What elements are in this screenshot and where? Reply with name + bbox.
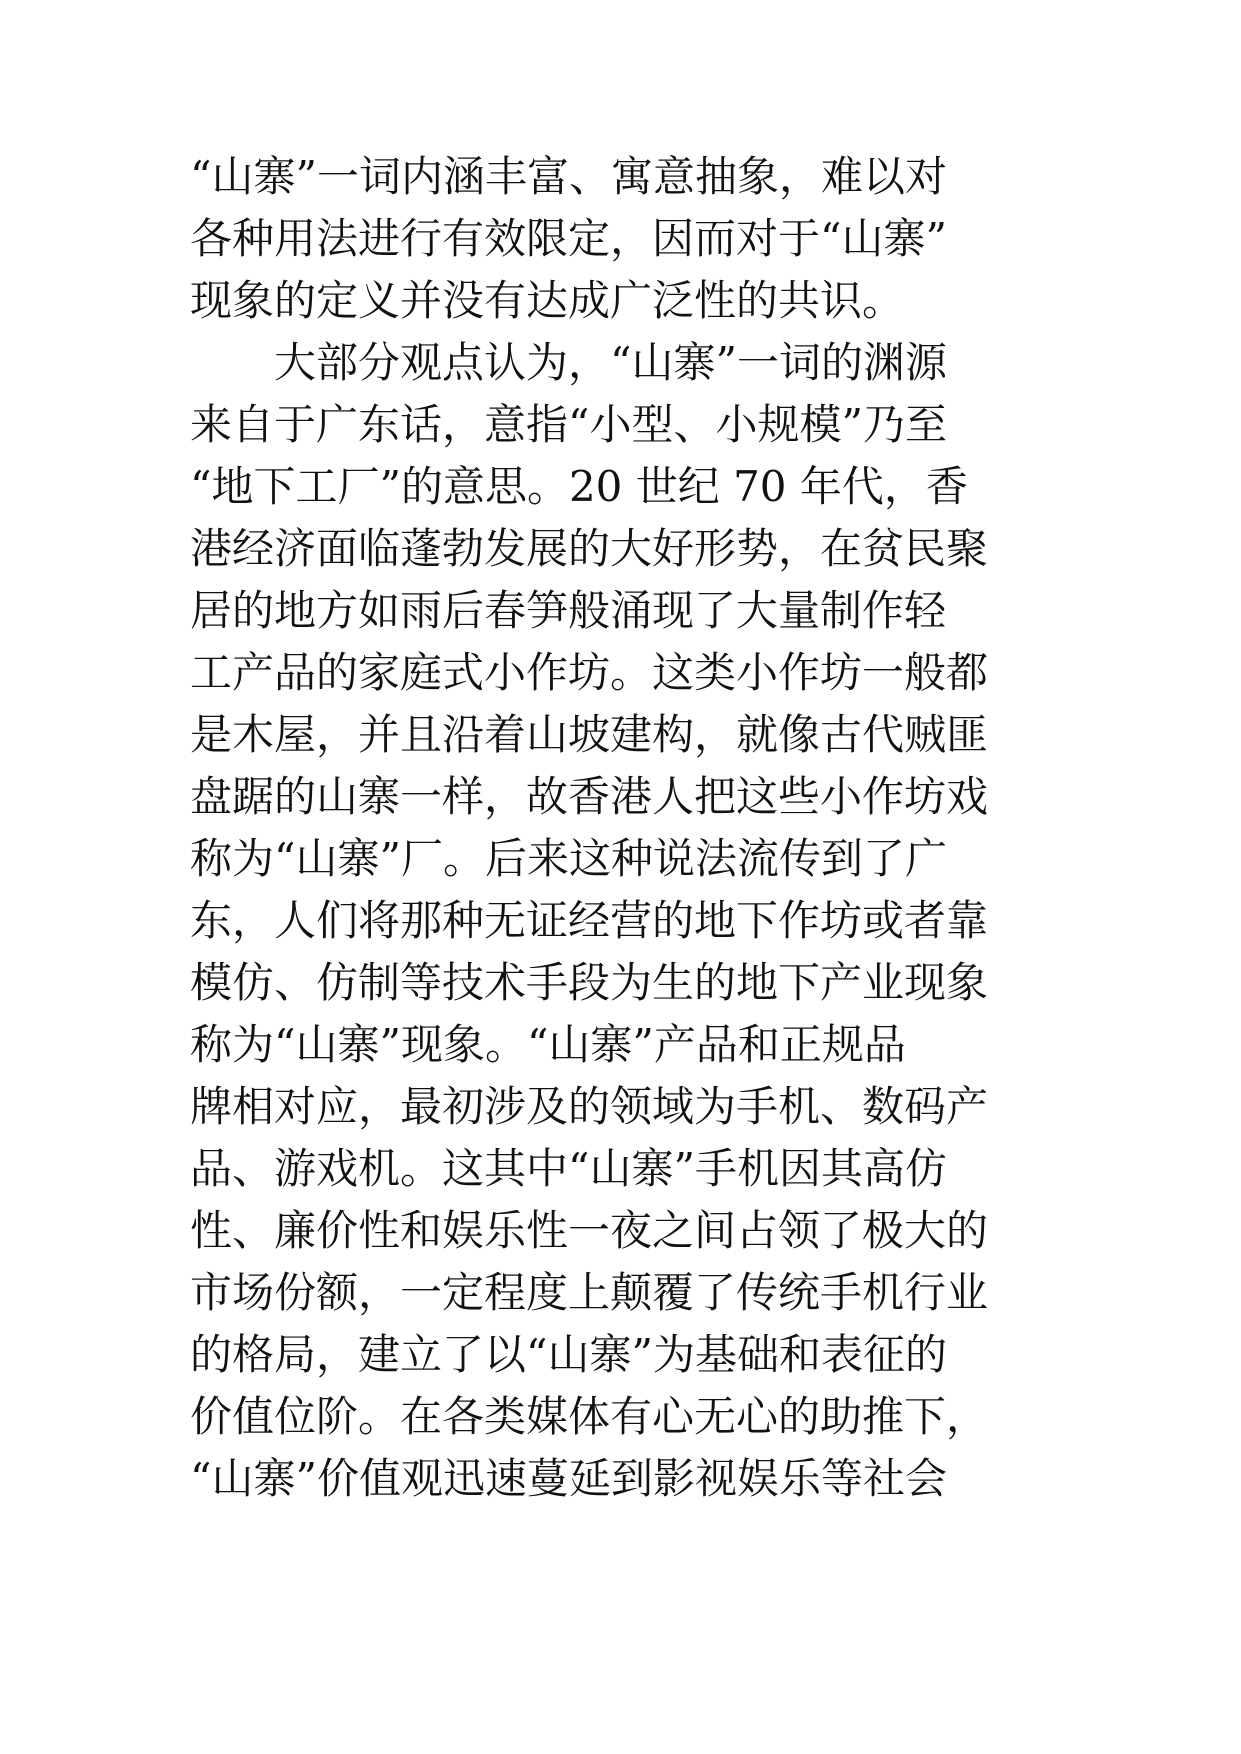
text-line: 居的地方如雨后春笋般涌现了大量制作轻 <box>190 586 947 635</box>
text-line: 来自于广东话，意指“小型、小规模”乃至 <box>190 400 947 449</box>
text-line: 东，人们将那种无证经营的地下作坊或者靠 <box>190 896 989 945</box>
text-line: 是木屋，并且沿着山坡建构，就像古代贼匪 <box>190 710 989 759</box>
paragraph-start-line: 大部分观点认为，“山寨”一词的渊源 <box>190 338 947 387</box>
text-line: 工产品的家庭式小作坊。这类小作坊一般都 <box>190 648 989 697</box>
text-line: “地下工厂”的意思。20 世纪 70 年代，香 <box>190 462 968 511</box>
text-line: 性、廉价性和娱乐性一夜之间占领了极大的 <box>190 1206 989 1255</box>
text-line: 模仿、仿制等技术手段为生的地下产业现象 <box>190 958 989 1007</box>
text-line: 称为“山寨”现象。“山寨”产品和正规品 <box>190 1020 906 1069</box>
text-line: 品、游戏机。这其中“山寨”手机因其高仿 <box>190 1144 947 1193</box>
text-line: 牌相对应，最初涉及的领域为手机、数码产 <box>190 1082 989 1131</box>
text-line: 的格局，建立了以“山寨”为基础和表征的 <box>190 1330 947 1379</box>
text-line: 现象的定义并没有达成广泛性的共识。 <box>190 276 905 325</box>
text-line: 价值位阶。在各类媒体有心无心的助推下， <box>190 1392 989 1441</box>
text-line: “山寨”一词内涵丰富、寓意抽象，难以对 <box>190 152 947 201</box>
text-line: 港经济面临蓬勃发展的大好形势，在贫民聚 <box>190 524 989 573</box>
text-line: 盘踞的山寨一样，故香港人把这些小作坊戏 <box>190 772 989 821</box>
body-text <box>190 146 1070 1510</box>
text-line: 各种用法进行有效限定，因而对于“山寨” <box>190 214 947 263</box>
text-line: 市场份额，一定程度上颠覆了传统手机行业 <box>190 1268 989 1317</box>
text-line: 称为“山寨”厂。后来这种说法流传到了广 <box>190 834 947 883</box>
text-line: “山寨”价值观迅速蔓延到影视娱乐等社会 <box>190 1454 947 1503</box>
